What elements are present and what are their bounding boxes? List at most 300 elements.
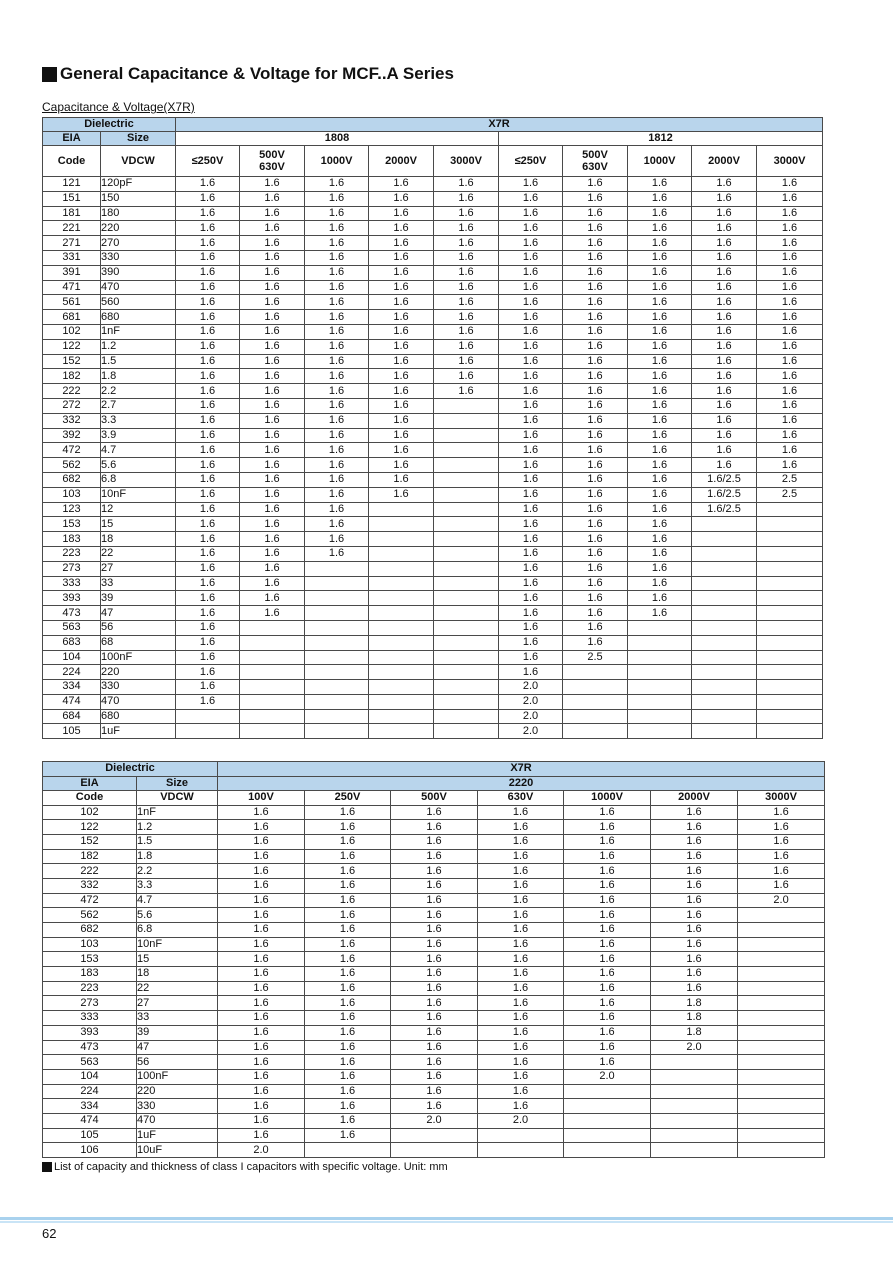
code-cell: 153 xyxy=(43,517,101,532)
thickness-cell: 1.6 xyxy=(218,820,305,835)
thickness-cell: 1.6 xyxy=(369,206,434,221)
thickness-cell: 1.6 xyxy=(757,295,823,310)
thickness-cell xyxy=(369,546,434,561)
table-row xyxy=(43,324,823,339)
thickness-cell: 1.6 xyxy=(391,864,478,879)
thickness-cell: 1.6 xyxy=(628,250,692,265)
thickness-cell: 1.6 xyxy=(176,384,240,399)
thickness-cell xyxy=(369,517,434,532)
thickness-cell: 1.6 xyxy=(499,576,563,591)
thickness-cell: 1.6 xyxy=(369,265,434,280)
thickness-cell: 1.6 xyxy=(434,177,499,192)
thickness-cell xyxy=(563,680,628,695)
thickness-cell: 1.6 xyxy=(240,280,305,295)
table-row xyxy=(43,1128,825,1143)
thickness-cell: 1.6 xyxy=(305,369,369,384)
thickness-cell: 1.6 xyxy=(391,1025,478,1040)
table-row xyxy=(43,458,823,473)
thickness-cell: 1.6 xyxy=(369,339,434,354)
thickness-cell xyxy=(738,1011,825,1026)
code-cell: 152 xyxy=(43,834,137,849)
thickness-cell: 1.6 xyxy=(240,191,305,206)
thickness-cell: 1.6 xyxy=(563,384,628,399)
thickness-cell: 1.6 xyxy=(176,324,240,339)
thickness-cell: 1.6 xyxy=(218,864,305,879)
code-cell: 682 xyxy=(43,923,137,938)
thickness-cell: 1.6 xyxy=(499,354,563,369)
table-row xyxy=(43,561,823,576)
thickness-cell: 1.6 xyxy=(176,680,240,695)
thickness-cell: 1.6 xyxy=(563,532,628,547)
thickness-cell: 1.6 xyxy=(369,236,434,251)
thickness-cell: 1.6 xyxy=(218,878,305,893)
thickness-cell: 1.6 xyxy=(628,369,692,384)
capacitance-cell: 27 xyxy=(101,561,176,576)
thickness-cell: 1.6 xyxy=(434,339,499,354)
thickness-cell xyxy=(628,694,692,709)
thickness-cell: 1.6 xyxy=(628,532,692,547)
capacitance-cell: 3.3 xyxy=(137,878,218,893)
thickness-cell xyxy=(757,546,823,561)
thickness-cell xyxy=(757,532,823,547)
thickness-cell: 1.6 xyxy=(176,339,240,354)
table-row xyxy=(43,967,825,982)
thickness-cell: 1.6 xyxy=(564,967,651,982)
thickness-cell: 1.6 xyxy=(305,354,369,369)
dielectric-value: X7R xyxy=(218,762,825,777)
thickness-cell: 1.6 xyxy=(369,413,434,428)
thickness-cell: 1.6 xyxy=(692,177,757,192)
voltage-header-2220: 2000V xyxy=(651,791,738,806)
code-cell: 472 xyxy=(43,893,137,908)
code-cell: 183 xyxy=(43,532,101,547)
thickness-cell: 1.6 xyxy=(218,1128,305,1143)
voltage-header-1808: 500V 630V xyxy=(240,146,305,177)
table-row xyxy=(43,709,823,724)
thickness-cell: 1.6 xyxy=(478,937,564,952)
thickness-cell: 1.6 xyxy=(628,606,692,621)
thickness-cell: 1.6 xyxy=(628,191,692,206)
thickness-cell: 1.6 xyxy=(176,532,240,547)
thickness-cell xyxy=(738,981,825,996)
voltage-header-2220: 500V xyxy=(391,791,478,806)
code-cell: 681 xyxy=(43,310,101,325)
code-cell: 393 xyxy=(43,1025,137,1040)
thickness-cell: 1.6 xyxy=(499,650,563,665)
thickness-cell: 1.6 xyxy=(369,354,434,369)
thickness-cell xyxy=(369,620,434,635)
thickness-cell: 1.6 xyxy=(240,591,305,606)
thickness-cell xyxy=(738,1099,825,1114)
capacitance-cell: 18 xyxy=(137,967,218,982)
thickness-cell: 1.6 xyxy=(218,981,305,996)
table-row xyxy=(43,724,823,739)
code-cell: 122 xyxy=(43,820,137,835)
table-row xyxy=(43,532,823,547)
table-row xyxy=(43,1040,825,1055)
capacitance-cell: 10nF xyxy=(101,487,176,502)
thickness-cell xyxy=(692,532,757,547)
thickness-cell: 1.6 xyxy=(240,354,305,369)
thickness-cell: 1.6 xyxy=(176,250,240,265)
thickness-cell: 1.6 xyxy=(738,878,825,893)
thickness-cell: 1.6 xyxy=(692,413,757,428)
thickness-cell: 1.8 xyxy=(651,1011,738,1026)
thickness-cell: 1.6 xyxy=(564,1011,651,1026)
voltage-header-2220: 1000V xyxy=(564,791,651,806)
thickness-cell: 1.6 xyxy=(478,1099,564,1114)
thickness-cell: 1.6 xyxy=(738,834,825,849)
thickness-cell xyxy=(564,1113,651,1128)
thickness-cell: 1.6 xyxy=(305,1069,391,1084)
thickness-cell: 1.6 xyxy=(564,834,651,849)
thickness-cell xyxy=(434,458,499,473)
thickness-cell: 1.6 xyxy=(218,1069,305,1084)
thickness-cell: 1.6 xyxy=(563,339,628,354)
voltage-header-1812: 500V 630V xyxy=(563,146,628,177)
thickness-cell xyxy=(757,665,823,680)
thickness-cell: 1.6 xyxy=(176,650,240,665)
table-row xyxy=(43,805,825,820)
code-cell: 332 xyxy=(43,878,137,893)
thickness-cell: 1.6 xyxy=(628,236,692,251)
thickness-cell xyxy=(651,1099,738,1114)
thickness-cell: 1.6 xyxy=(692,295,757,310)
thickness-cell xyxy=(434,591,499,606)
code-cell: 471 xyxy=(43,280,101,295)
thickness-cell: 1.6 xyxy=(391,1084,478,1099)
thickness-cell xyxy=(369,591,434,606)
thickness-cell: 1.6 xyxy=(692,310,757,325)
thickness-cell: 1.6 xyxy=(176,369,240,384)
thickness-cell: 1.6 xyxy=(563,428,628,443)
thickness-cell xyxy=(738,908,825,923)
thickness-cell: 1.6 xyxy=(240,339,305,354)
thickness-cell: 1.6 xyxy=(391,1040,478,1055)
thickness-cell: 1.6 xyxy=(499,384,563,399)
thickness-cell: 1.6 xyxy=(305,967,391,982)
capacitance-cell: 220 xyxy=(101,221,176,236)
thickness-cell: 1.6 xyxy=(628,221,692,236)
thickness-cell: 1.6 xyxy=(305,413,369,428)
thickness-cell xyxy=(434,487,499,502)
thickness-cell: 1.6 xyxy=(564,937,651,952)
thickness-cell: 1.6 xyxy=(499,487,563,502)
thickness-cell xyxy=(434,650,499,665)
thickness-cell: 1.6 xyxy=(305,324,369,339)
thickness-cell: 1.6 xyxy=(305,443,369,458)
thickness-cell: 1.6 xyxy=(563,591,628,606)
capacitance-cell: 1.2 xyxy=(101,339,176,354)
thickness-cell xyxy=(369,694,434,709)
thickness-cell: 1.6 xyxy=(563,398,628,413)
thickness-cell xyxy=(738,923,825,938)
thickness-cell: 1.6 xyxy=(176,310,240,325)
voltage-header-1808: ≤250V xyxy=(176,146,240,177)
thickness-cell: 1.6 xyxy=(564,908,651,923)
code-cell: 472 xyxy=(43,443,101,458)
thickness-cell: 1.6 xyxy=(757,384,823,399)
voltage-header-1812: 1000V xyxy=(628,146,692,177)
thickness-cell: 1.6 xyxy=(240,458,305,473)
thickness-cell: 1.6 xyxy=(563,443,628,458)
thickness-cell xyxy=(738,1040,825,1055)
table-row xyxy=(43,834,825,849)
thickness-cell xyxy=(692,724,757,739)
thickness-cell: 1.6/2.5 xyxy=(692,502,757,517)
thickness-cell xyxy=(757,724,823,739)
thickness-cell: 1.6 xyxy=(564,893,651,908)
thickness-cell xyxy=(738,1069,825,1084)
thickness-cell: 1.6 xyxy=(305,1040,391,1055)
thickness-cell xyxy=(369,665,434,680)
thickness-cell xyxy=(757,635,823,650)
code-cell: 152 xyxy=(43,354,101,369)
thickness-cell: 1.6 xyxy=(240,221,305,236)
thickness-cell: 1.6 xyxy=(757,206,823,221)
thickness-cell: 1.6 xyxy=(628,443,692,458)
thickness-cell: 1.6 xyxy=(564,878,651,893)
thickness-cell: 1.6 xyxy=(240,398,305,413)
thickness-cell: 1.8 xyxy=(651,996,738,1011)
thickness-cell xyxy=(738,1025,825,1040)
thickness-cell: 1.6 xyxy=(499,532,563,547)
thickness-cell xyxy=(369,680,434,695)
thickness-cell: 1.6 xyxy=(240,177,305,192)
table-row xyxy=(43,1055,825,1070)
table-row xyxy=(43,864,825,879)
thickness-cell: 1.6 xyxy=(305,384,369,399)
thickness-cell: 1.6 xyxy=(499,310,563,325)
thickness-cell: 1.6 xyxy=(305,502,369,517)
thickness-cell xyxy=(305,1143,391,1158)
thickness-cell: 1.6 xyxy=(628,310,692,325)
table-row xyxy=(43,908,825,923)
table-row xyxy=(43,265,823,280)
thickness-cell: 1.6 xyxy=(305,908,391,923)
capacitance-cell: 1nF xyxy=(101,324,176,339)
thickness-cell: 1.6 xyxy=(651,805,738,820)
thickness-cell xyxy=(564,1099,651,1114)
capacitance-cell: 15 xyxy=(137,952,218,967)
thickness-cell: 1.6 xyxy=(369,369,434,384)
thickness-cell: 1.6 xyxy=(434,221,499,236)
page-title-text: General Capacitance & Voltage for MCF..A Series xyxy=(60,64,454,83)
thickness-cell: 1.8 xyxy=(651,1025,738,1040)
thickness-cell: 1.6 xyxy=(391,937,478,952)
thickness-cell xyxy=(305,694,369,709)
thickness-cell: 1.6 xyxy=(176,354,240,369)
thickness-cell: 1.6 xyxy=(218,1113,305,1128)
thickness-cell: 1.6 xyxy=(628,280,692,295)
thickness-cell: 1.6 xyxy=(305,339,369,354)
thickness-cell: 1.6 xyxy=(564,923,651,938)
thickness-cell xyxy=(757,650,823,665)
thickness-cell: 1.6 xyxy=(218,849,305,864)
thickness-cell: 1.6 xyxy=(391,981,478,996)
thickness-cell: 1.6 xyxy=(757,177,823,192)
code-cell: 391 xyxy=(43,265,101,280)
code-cell: 333 xyxy=(43,576,101,591)
table-row xyxy=(43,413,823,428)
thickness-cell xyxy=(692,576,757,591)
thickness-cell: 1.6 xyxy=(176,265,240,280)
thickness-cell: 1.6 xyxy=(478,893,564,908)
thickness-cell: 1.6 xyxy=(305,487,369,502)
code-cell: 562 xyxy=(43,908,137,923)
table-body xyxy=(43,805,825,1158)
thickness-cell: 1.6 xyxy=(651,849,738,864)
voltage-header-2220: 100V xyxy=(218,791,305,806)
thickness-cell: 1.6 xyxy=(176,620,240,635)
thickness-cell: 1.6 xyxy=(628,591,692,606)
thickness-cell: 1.6 xyxy=(240,428,305,443)
thickness-cell: 1.6 xyxy=(176,472,240,487)
thickness-cell: 1.6 xyxy=(563,576,628,591)
thickness-cell xyxy=(240,650,305,665)
thickness-cell xyxy=(305,591,369,606)
thickness-cell xyxy=(305,620,369,635)
table-row xyxy=(43,878,825,893)
table-row xyxy=(43,820,825,835)
thickness-cell: 1.6 xyxy=(391,1011,478,1026)
thickness-cell xyxy=(434,724,499,739)
thickness-cell: 1.6 xyxy=(218,923,305,938)
thickness-cell: 1.6 xyxy=(563,354,628,369)
thickness-cell: 1.6 xyxy=(176,177,240,192)
thickness-cell xyxy=(434,443,499,458)
thickness-cell: 1.6 xyxy=(176,606,240,621)
thickness-cell xyxy=(369,561,434,576)
thickness-cell: 1.6 xyxy=(692,384,757,399)
thickness-cell: 1.6 xyxy=(176,428,240,443)
thickness-cell xyxy=(692,620,757,635)
thickness-cell: 1.6 xyxy=(757,191,823,206)
thickness-cell: 1.6 xyxy=(369,177,434,192)
table-row xyxy=(43,398,823,413)
table-row xyxy=(43,472,823,487)
thickness-cell xyxy=(391,1128,478,1143)
thickness-cell: 1.6 xyxy=(757,310,823,325)
thickness-cell: 1.6 xyxy=(628,561,692,576)
thickness-cell: 1.6 xyxy=(218,908,305,923)
thickness-cell: 1.6 xyxy=(757,443,823,458)
thickness-cell: 1.6 xyxy=(240,324,305,339)
code-cell: 393 xyxy=(43,591,101,606)
thickness-cell xyxy=(757,517,823,532)
thickness-cell: 1.6 xyxy=(563,221,628,236)
thickness-cell: 1.6 xyxy=(305,295,369,310)
thickness-cell: 1.6 xyxy=(757,280,823,295)
thickness-cell: 1.6 xyxy=(738,849,825,864)
thickness-cell: 2.5 xyxy=(563,650,628,665)
table-row xyxy=(43,937,825,952)
thickness-cell: 1.6 xyxy=(499,191,563,206)
thickness-cell: 1.6 xyxy=(434,250,499,265)
thickness-cell: 1.6 xyxy=(305,398,369,413)
thickness-cell: 1.6 xyxy=(499,620,563,635)
thickness-cell: 1.6 xyxy=(240,606,305,621)
thickness-cell: 1.6 xyxy=(305,1011,391,1026)
capacitance-cell: 180 xyxy=(101,206,176,221)
thickness-cell: 1.6 xyxy=(478,805,564,820)
capacitance-cell: 120pF xyxy=(101,177,176,192)
thickness-cell: 1.6 xyxy=(628,472,692,487)
thickness-cell: 1.6 xyxy=(391,996,478,1011)
thickness-cell xyxy=(240,635,305,650)
thickness-cell: 1.6 xyxy=(391,834,478,849)
thickness-cell xyxy=(757,591,823,606)
thickness-cell xyxy=(369,650,434,665)
code-cell: 105 xyxy=(43,724,101,739)
thickness-cell: 1.6 xyxy=(176,502,240,517)
thickness-cell: 1.6 xyxy=(692,443,757,458)
capacitance-cell: 470 xyxy=(101,694,176,709)
thickness-cell: 1.6 xyxy=(563,561,628,576)
capacitance-cell: 680 xyxy=(101,310,176,325)
table-row xyxy=(43,1113,825,1128)
thickness-cell: 1.6 xyxy=(651,834,738,849)
thickness-cell: 2.0 xyxy=(499,694,563,709)
capacitance-cell: 2.2 xyxy=(137,864,218,879)
table-row xyxy=(43,384,823,399)
thickness-cell: 1.6 xyxy=(757,428,823,443)
thickness-cell: 1.6 xyxy=(218,996,305,1011)
table-row xyxy=(43,635,823,650)
thickness-cell: 1.6 xyxy=(391,849,478,864)
thickness-cell xyxy=(305,709,369,724)
voltage-header-1808: 1000V xyxy=(305,146,369,177)
thickness-cell: 1.6 xyxy=(563,606,628,621)
capacitance-cell: 39 xyxy=(101,591,176,606)
thickness-cell: 1.6 xyxy=(628,265,692,280)
table-row xyxy=(43,310,823,325)
code-cell: 271 xyxy=(43,236,101,251)
thickness-cell: 2.0 xyxy=(499,724,563,739)
thickness-cell xyxy=(757,680,823,695)
thickness-cell: 1.6 xyxy=(628,413,692,428)
thickness-cell: 1.6 xyxy=(757,221,823,236)
thickness-cell: 1.6 xyxy=(369,458,434,473)
thickness-cell: 1.6 xyxy=(369,221,434,236)
thickness-cell: 1.6 xyxy=(176,665,240,680)
thickness-cell xyxy=(434,472,499,487)
thickness-cell xyxy=(369,576,434,591)
thickness-cell: 1.6 xyxy=(499,561,563,576)
thickness-cell xyxy=(369,606,434,621)
thickness-cell: 1.6 xyxy=(478,1040,564,1055)
table-row xyxy=(43,923,825,938)
thickness-cell: 1.6 xyxy=(628,354,692,369)
voltage-header-2220: 630V xyxy=(478,791,564,806)
thickness-cell: 1.6 xyxy=(218,1055,305,1070)
thickness-cell: 1.6 xyxy=(564,981,651,996)
code-cell: 105 xyxy=(43,1128,137,1143)
thickness-cell: 1.6 xyxy=(563,487,628,502)
capacitance-cell: 22 xyxy=(101,546,176,561)
thickness-cell: 1.6 xyxy=(369,472,434,487)
thickness-cell xyxy=(738,1084,825,1099)
thickness-cell: 1.6 xyxy=(628,517,692,532)
thickness-cell xyxy=(692,635,757,650)
thickness-cell: 1.6 xyxy=(757,398,823,413)
thickness-cell: 1.6 xyxy=(176,517,240,532)
capacitance-cell: 18 xyxy=(101,532,176,547)
table-row xyxy=(43,996,825,1011)
thickness-cell xyxy=(692,546,757,561)
code-cell: 474 xyxy=(43,1113,137,1128)
thickness-cell: 1.6 xyxy=(176,221,240,236)
